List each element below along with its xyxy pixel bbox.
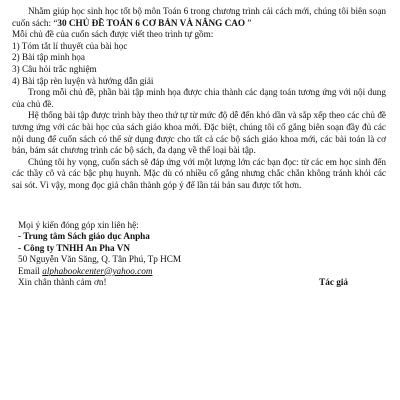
author-signature: Tác giả (319, 277, 348, 288)
structure-intro: Mỗi chủ đề của cuốn sách được viết theo trình tự gồm: (12, 29, 214, 40)
contact-heading: Mọi ý kiến đóng góp xin liên hệ: (18, 219, 139, 230)
intro-text-end: ” (245, 17, 252, 28)
contact-address: 50 Nguyễn Văn Săng, Q. Tân Phú, Tp HCM (18, 254, 182, 265)
structure-list (12, 41, 386, 87)
contact-org-2: - Công ty TNHH An Pha VN (18, 242, 130, 253)
structure-item: 2) Bài tập minh họa (12, 52, 85, 63)
structure-item: 3) Câu hỏi trắc nghiệm (12, 63, 97, 74)
email-label: Email (18, 265, 43, 276)
contact-org-1: - Trung tâm Sách giáo dục Anpha (18, 231, 150, 242)
paragraph-system: Hệ thống bài tập được trình bày theo thứ tự từ mức độ dễ đến khó dần và sắp xếp theo các chủ đề tương ứng với các bài học của sách giáo khoa mới. Đặc biệt, chúng tôi cố gắng biên soạn đầy đủ các nội dung để cuốn sách có thể sử dụng được cho tất cả các bộ sách giáo khoa mới, các bài toán là cơ bản, bám sát chương trình các bộ sách, đa dạng về thể loại bài tập. (12, 110, 386, 156)
email-link[interactable]: alphabookcenter@yahoo.com (42, 265, 153, 276)
thanks-text: Xin chân thành cảm ơn! (18, 277, 107, 288)
closing-row (18, 277, 386, 289)
contact-email-line (18, 266, 386, 278)
intro-text: Nhằm giúp học sinh học tốt bộ môn Toán 6 trong chương trình cải cách mới, chúng tôi biên soạn cuốn sách: “ (12, 6, 386, 28)
structure-item: 4) Bài tập rèn luyện và hướng dẫn giải (12, 75, 154, 86)
structure-item: 1) Tóm tắt lí thuyết của bài học (12, 40, 128, 51)
paragraph-examples: Trong mỗi chủ đề, phần bài tập minh họa được chia thành các dạng toán tương ứng với nội dung của chủ đề. (12, 87, 386, 109)
intro-paragraph (12, 6, 386, 29)
paragraph-hope: Chúng tôi hy vọng, cuốn sách sẽ đáp ứng với một lượng lớn các bạn đọc: từ các em học sinh đến các thầy cô và các bậc phụ huynh. Mặc dù có nhiều cố gắng nhưng chắc chắn không tránh khỏi các sai sót. Vì vậy, mong đọc giả chân thành góp ý để lần tái bản sau được tốt hơn. (12, 156, 386, 190)
book-title: 30 CHỦ ĐỀ TOÁN 6 CƠ BẢN VÀ NÂNG CAO (57, 17, 246, 28)
contact-block (12, 220, 386, 290)
